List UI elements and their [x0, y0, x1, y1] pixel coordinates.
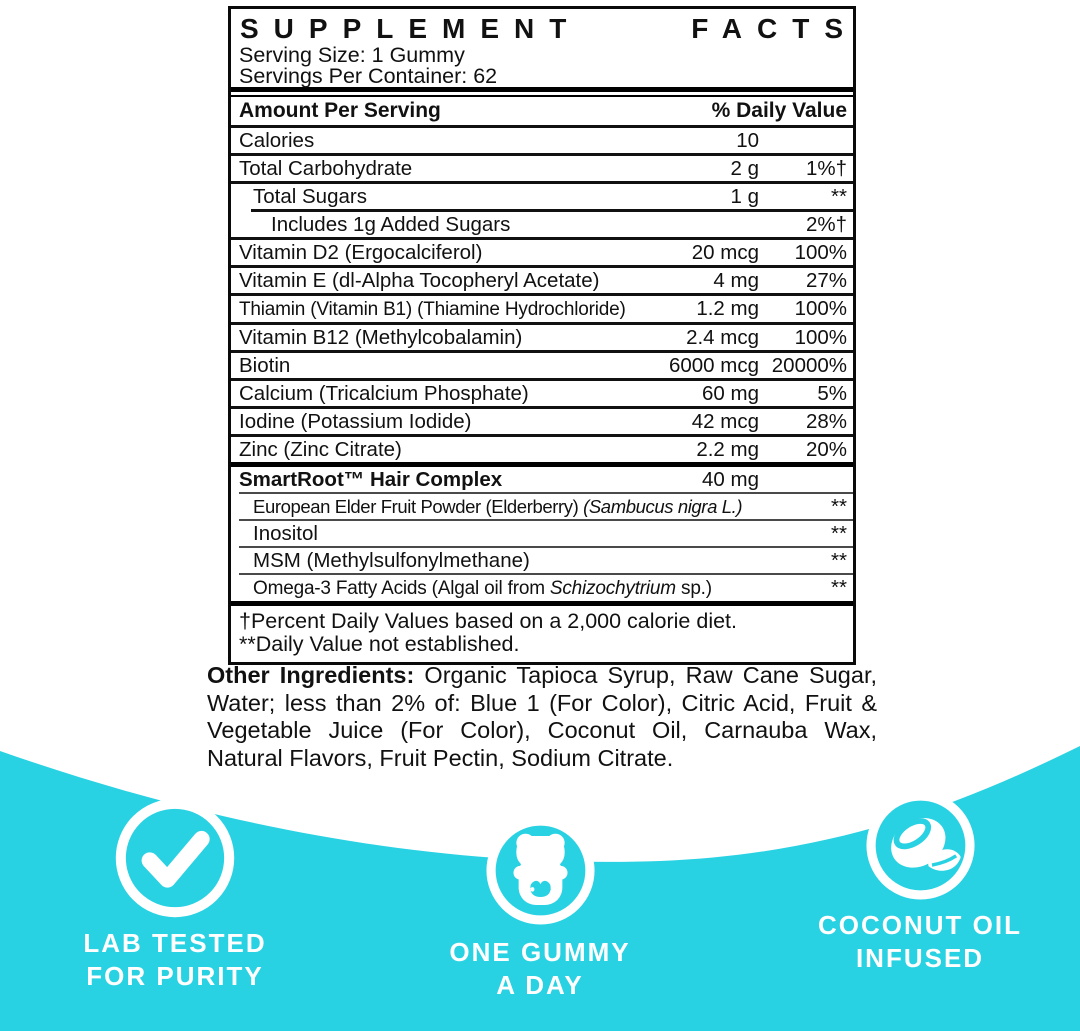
- table-row: [231, 548, 853, 573]
- nutrient-daily-value: 1%†: [805, 157, 847, 180]
- nutrient-name: European Elder Fruit Powder (Elderberry) (Sambucus nigra L.): [253, 496, 743, 517]
- other-ingredients-lead: Other Ingredients:: [207, 662, 415, 688]
- badge-lab-tested: [40, 795, 310, 993]
- nutrient-amount: 20 mcg: [691, 241, 759, 264]
- nutrient-name: Calories: [239, 129, 315, 152]
- nutrient-amount: 1.2 mg: [696, 297, 759, 320]
- header-divider: [231, 87, 853, 97]
- nutrient-name: Vitamin E (dl-Alpha Tocopheryl Acetate): [239, 269, 600, 292]
- nutrient-amount: 42 mcg: [691, 410, 759, 433]
- nutrient-name: Biotin: [239, 354, 291, 377]
- nutrient-name: Calcium (Tricalcium Phosphate): [239, 382, 529, 405]
- nutrient-amount: 10: [736, 129, 759, 152]
- nutrient-daily-value: 100%: [794, 241, 847, 264]
- nutrient-amount: 60 mg: [702, 382, 759, 405]
- table-row: [231, 268, 853, 293]
- nutrient-daily-value: 20%: [805, 438, 847, 461]
- nutrient-name: Total Carbohydrate: [239, 157, 413, 180]
- table-row: [231, 467, 853, 492]
- nutrient-daily-value: **: [831, 185, 847, 208]
- nutrient-daily-value: **: [831, 522, 847, 545]
- table-row: [231, 381, 853, 406]
- table-row: [231, 128, 853, 153]
- nutrient-daily-value: 20000%: [771, 354, 847, 377]
- badge-line: INFUSED: [855, 943, 985, 973]
- table-row: [231, 184, 853, 209]
- table-row: [231, 296, 853, 322]
- table-row: [231, 212, 853, 237]
- nutrient-name: Thiamin (Vitamin B1) (Thiamine Hydrochloride): [239, 299, 626, 320]
- nutrient-name: Includes 1g Added Sugars: [271, 213, 511, 236]
- title-word-supplement: SUPPLEMENT: [240, 13, 582, 44]
- nutrient-amount: 2.4 mcg: [686, 326, 759, 349]
- table-row: [231, 575, 853, 601]
- nutrient-name: Total Sugars: [253, 185, 367, 208]
- nutrient-daily-value: **: [831, 549, 847, 572]
- table-row: [231, 494, 853, 519]
- nutrient-daily-value: **: [831, 576, 847, 599]
- check-icon: [112, 795, 238, 921]
- gummy-bear-icon: [483, 813, 598, 928]
- nutrient-daily-value: **: [831, 495, 847, 518]
- supplement-facts-panel: [228, 6, 856, 665]
- nutrient-amount: 6000 mcg: [668, 354, 759, 377]
- badge-line: A DAY: [496, 970, 584, 1000]
- table-row: [231, 325, 853, 350]
- nutrient-name: Vitamin B12 (Methylcobalamin): [239, 326, 523, 349]
- table-row: [231, 437, 853, 462]
- servings-per-container: Servings Per Container: 62: [239, 64, 498, 88]
- nutrient-daily-value: 5%: [817, 382, 847, 405]
- nutrient-name: Vitamin D2 (Ergocalciferol): [239, 241, 483, 264]
- nutrient-amount: 2 g: [730, 157, 759, 180]
- nutrient-amount: 4 mg: [713, 269, 759, 292]
- other-ingredients-text: Organic Tapioca Syrup, Raw Cane Sugar, Water; less than 2% of: Blue 1 (For Color), Citric Acid, Fruit & Vegetable Juice (For Color), Coconut Oil, Carnauba Wax, Natural Flavors, Fruit Pectin, Sodium Citrate.: [207, 662, 877, 771]
- badge-line: LAB TESTED: [83, 928, 267, 958]
- table-row: [231, 521, 853, 546]
- badge-line: COCONUT OIL: [818, 910, 1022, 940]
- amount-per-serving-header: Amount Per Serving: [239, 99, 441, 122]
- footnote-not-established: **Daily Value not established.: [239, 632, 520, 656]
- badge-one-gummy-a-day: [405, 813, 675, 1002]
- daily-value-header: % Daily Value: [711, 99, 847, 122]
- table-row: [231, 353, 853, 378]
- nutrient-amount: 40 mg: [702, 468, 759, 491]
- facts-rows: [231, 128, 853, 601]
- footnote-daily-values: †Percent Daily Values based on a 2,000 calorie diet.: [239, 609, 737, 633]
- serving-size: Serving Size: 1 Gummy: [239, 43, 465, 67]
- table-row: [231, 156, 853, 181]
- footnotes: [231, 601, 853, 662]
- coconut-icon: [863, 788, 978, 903]
- title-word-facts: FACTS: [691, 13, 858, 44]
- nutrient-daily-value: 100%: [794, 297, 847, 320]
- table-header: [231, 97, 853, 128]
- badge-line: ONE GUMMY: [449, 937, 631, 967]
- nutrient-daily-value: 2%†: [805, 213, 847, 236]
- nutrient-name: Omega-3 Fatty Acids (Algal oil from Schizochytrium sp.): [253, 578, 712, 599]
- badge-coconut-oil: [785, 788, 1055, 975]
- nutrient-amount: 2.2 mg: [696, 438, 759, 461]
- nutrient-name: MSM (Methylsulfonylmethane): [253, 549, 530, 572]
- facts-title: [231, 9, 858, 45]
- nutrient-name: SmartRoot™ Hair Complex: [239, 468, 503, 491]
- nutrient-daily-value: 100%: [794, 326, 847, 349]
- nutrient-daily-value: 28%: [805, 410, 847, 433]
- nutrient-amount: 1 g: [730, 185, 759, 208]
- badge-line: FOR PURITY: [86, 961, 264, 991]
- nutrient-name: Iodine (Potassium Iodide): [239, 410, 472, 433]
- table-row: [231, 240, 853, 265]
- nutrient-name: Zinc (Zinc Citrate): [239, 438, 402, 461]
- table-row: [231, 409, 853, 434]
- nutrient-name: Inositol: [253, 522, 318, 545]
- nutrient-daily-value: 27%: [805, 269, 847, 292]
